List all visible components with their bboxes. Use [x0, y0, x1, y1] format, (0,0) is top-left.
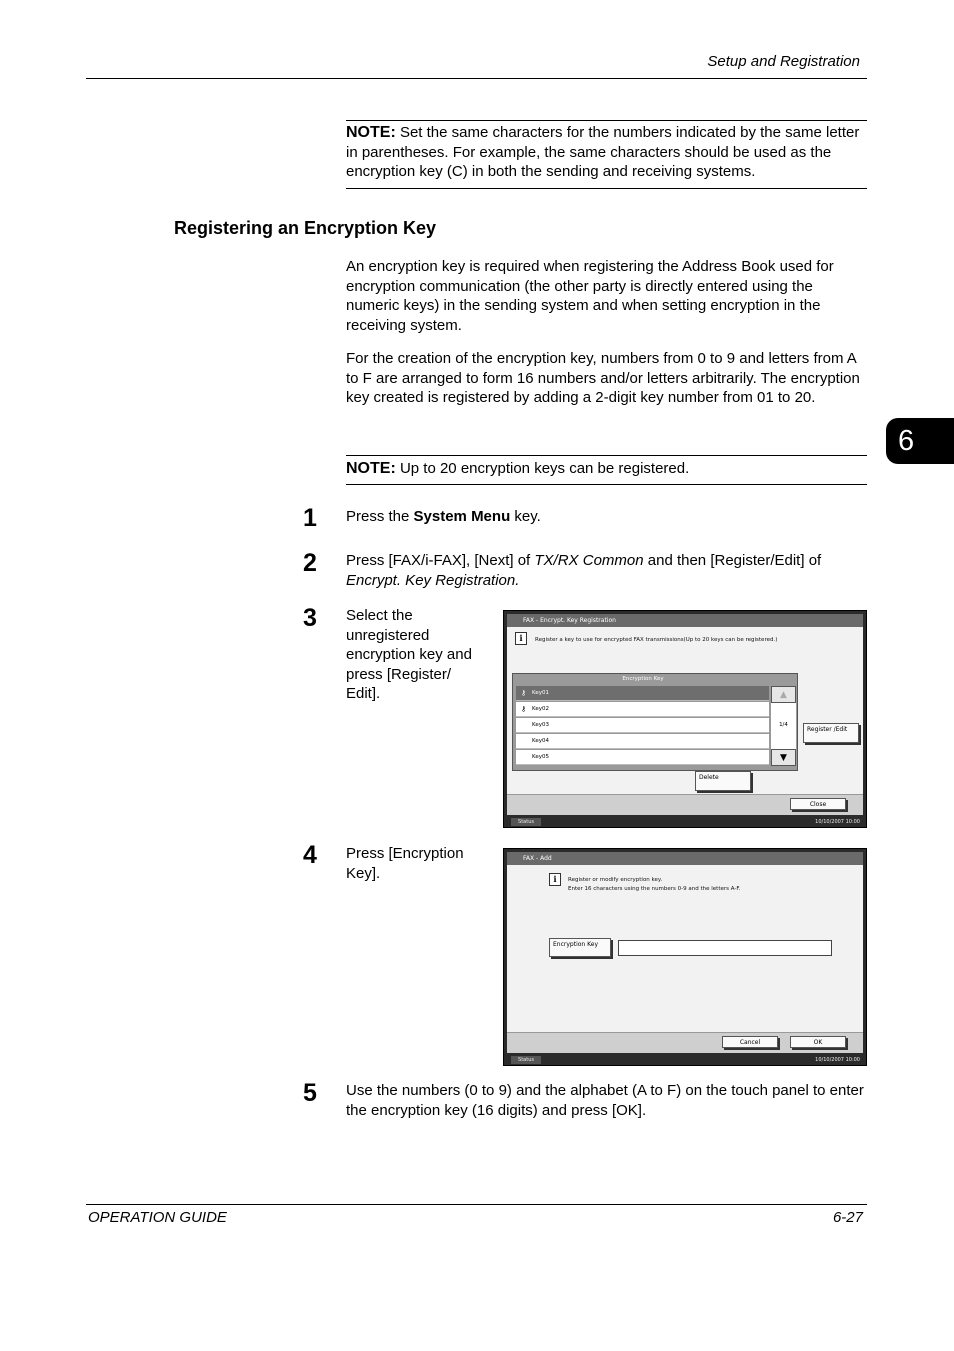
- screen2-status-bar: [504, 1054, 866, 1065]
- note1-label: NOTE:: [346, 124, 396, 141]
- step-1-post: key.: [510, 508, 541, 525]
- key-row-4[interactable]: [516, 734, 769, 749]
- step-4-number: 4: [303, 841, 317, 869]
- encryption-key-table: [512, 673, 798, 771]
- encryption-key-field[interactable]: [618, 940, 832, 956]
- cancel-button[interactable]: Cancel: [722, 1036, 778, 1048]
- key-row-label: Key02: [532, 706, 549, 712]
- note1-text: Set the same characters for the numbers indicated by the same letter in parentheses. For example, the same characters should be used as the encryption key (C) in both the sending and receiving systems.: [346, 124, 860, 180]
- encryption-key-button[interactable]: Encryption Key: [549, 938, 611, 957]
- screen2-datetime: 10/10/2007 10:00: [815, 1057, 860, 1063]
- encryption-key-table-header: Encryption Key: [622, 676, 664, 682]
- step-2-text: [346, 551, 866, 590]
- key-row-label: Key01: [532, 690, 549, 696]
- screen2-title: FAX - Add: [507, 852, 863, 865]
- header-rule: [86, 78, 867, 79]
- note2-label: NOTE:: [346, 460, 396, 477]
- step-1-pre: Press the: [346, 508, 414, 525]
- ok-button[interactable]: OK: [790, 1036, 846, 1048]
- key-row-label: Key04: [532, 738, 549, 744]
- scroll-down-button[interactable]: ▼: [771, 749, 796, 766]
- screenshot-key-registration: [503, 610, 867, 828]
- screen2-message-line1: Register or modify encryption key.: [568, 877, 663, 883]
- step-2-mid: and then [Register/Edit] of: [643, 552, 822, 569]
- key-row-5[interactable]: [516, 750, 769, 765]
- screen1-message: Register a key to use for encrypted FAX transmissions(Up to 20 keys can be registered.): [535, 637, 778, 643]
- step-3-number: 3: [303, 604, 317, 632]
- step-1-bold: System Menu: [413, 508, 511, 525]
- screen2-bottom-bar: [507, 1032, 863, 1053]
- screenshot-fax-add: [503, 848, 867, 1066]
- note2: [346, 459, 865, 479]
- close-button[interactable]: Close: [790, 798, 846, 810]
- step-1-number: 1: [303, 504, 317, 532]
- screen1-title: FAX - Encrypt. Key Registration: [507, 614, 863, 627]
- footer-rule: [86, 1204, 867, 1205]
- screen1-status-bar: [504, 816, 866, 827]
- screen1-panel: [507, 614, 863, 815]
- chapter-tab: 6: [886, 418, 954, 464]
- note2-bottom-rule: [346, 484, 867, 485]
- step-2-italic1: TX/RX Common: [534, 552, 644, 569]
- key-row-label: Key03: [532, 722, 549, 728]
- status-button[interactable]: Status: [511, 1056, 541, 1064]
- info-icon: i: [549, 873, 561, 886]
- key-icon: ⚷: [521, 689, 527, 697]
- note2-text: Up to 20 encryption keys can be registered.: [395, 460, 690, 477]
- key-row-3[interactable]: [516, 718, 769, 733]
- info-icon: i: [515, 632, 527, 645]
- key-row-1[interactable]: [516, 686, 769, 701]
- screen2-panel: [507, 852, 863, 1053]
- status-button[interactable]: Status: [511, 818, 541, 826]
- note2-top-rule: [346, 455, 867, 456]
- paragraph-1: An encryption key is required when registering the Address Book used for encryption communication (the other party is directly entered using the numeric keys) in the sending system and when setting encryption in the receiving system.: [346, 258, 834, 334]
- note1-top-rule: [346, 120, 867, 121]
- scroll-track: [771, 686, 796, 766]
- step-4-text: Press [Encryption Key].: [346, 845, 464, 882]
- screen2-message-line2: Enter 16 characters using the numbers 0-9 and the letters A-F.: [568, 886, 741, 892]
- paragraph-2: For the creation of the encryption key, numbers from 0 to 9 and letters from A to F are arranged to form 16 numbers and/or letters arbitrarily. The encryption key created is registered by adding a 2-digit key number from 01 to 20.: [346, 350, 860, 406]
- delete-button[interactable]: Delete: [695, 771, 751, 791]
- running-header: Setup and Registration: [707, 53, 860, 70]
- key-row-label: Key05: [532, 754, 549, 760]
- note1-bottom-rule: [346, 188, 867, 189]
- screen1-bottom-bar: [507, 794, 863, 815]
- step-3-text: Select the unregistered encryption key and press [Register/ Edit].: [346, 607, 472, 702]
- step-2-number: 2: [303, 549, 317, 577]
- step-2-italic2: Encrypt. Key Registration.: [346, 571, 520, 589]
- screen1-datetime: 10/10/2007 10:00: [815, 819, 860, 825]
- step-1-text: [346, 507, 866, 527]
- scroll-up-button[interactable]: ▲: [771, 686, 796, 703]
- step-2-pre: Press [FAX/i-FAX], [Next] of: [346, 552, 535, 569]
- key-icon: ⚷: [521, 705, 527, 713]
- key-row-2[interactable]: [516, 702, 769, 717]
- footer-title: OPERATION GUIDE: [88, 1209, 227, 1226]
- register-edit-button[interactable]: Register /Edit: [803, 723, 859, 743]
- page-indicator: 1/4: [779, 722, 788, 728]
- page-number: 6-27: [832, 1209, 863, 1226]
- step-5-number: 5: [303, 1079, 317, 1107]
- step-5-text: Use the numbers (0 to 9) and the alphabet (A to F) on the touch panel to enter the encryption key (16 digits) and press [OK].: [346, 1082, 864, 1119]
- note1: [346, 123, 865, 182]
- section-heading: Registering an Encryption Key: [174, 218, 437, 238]
